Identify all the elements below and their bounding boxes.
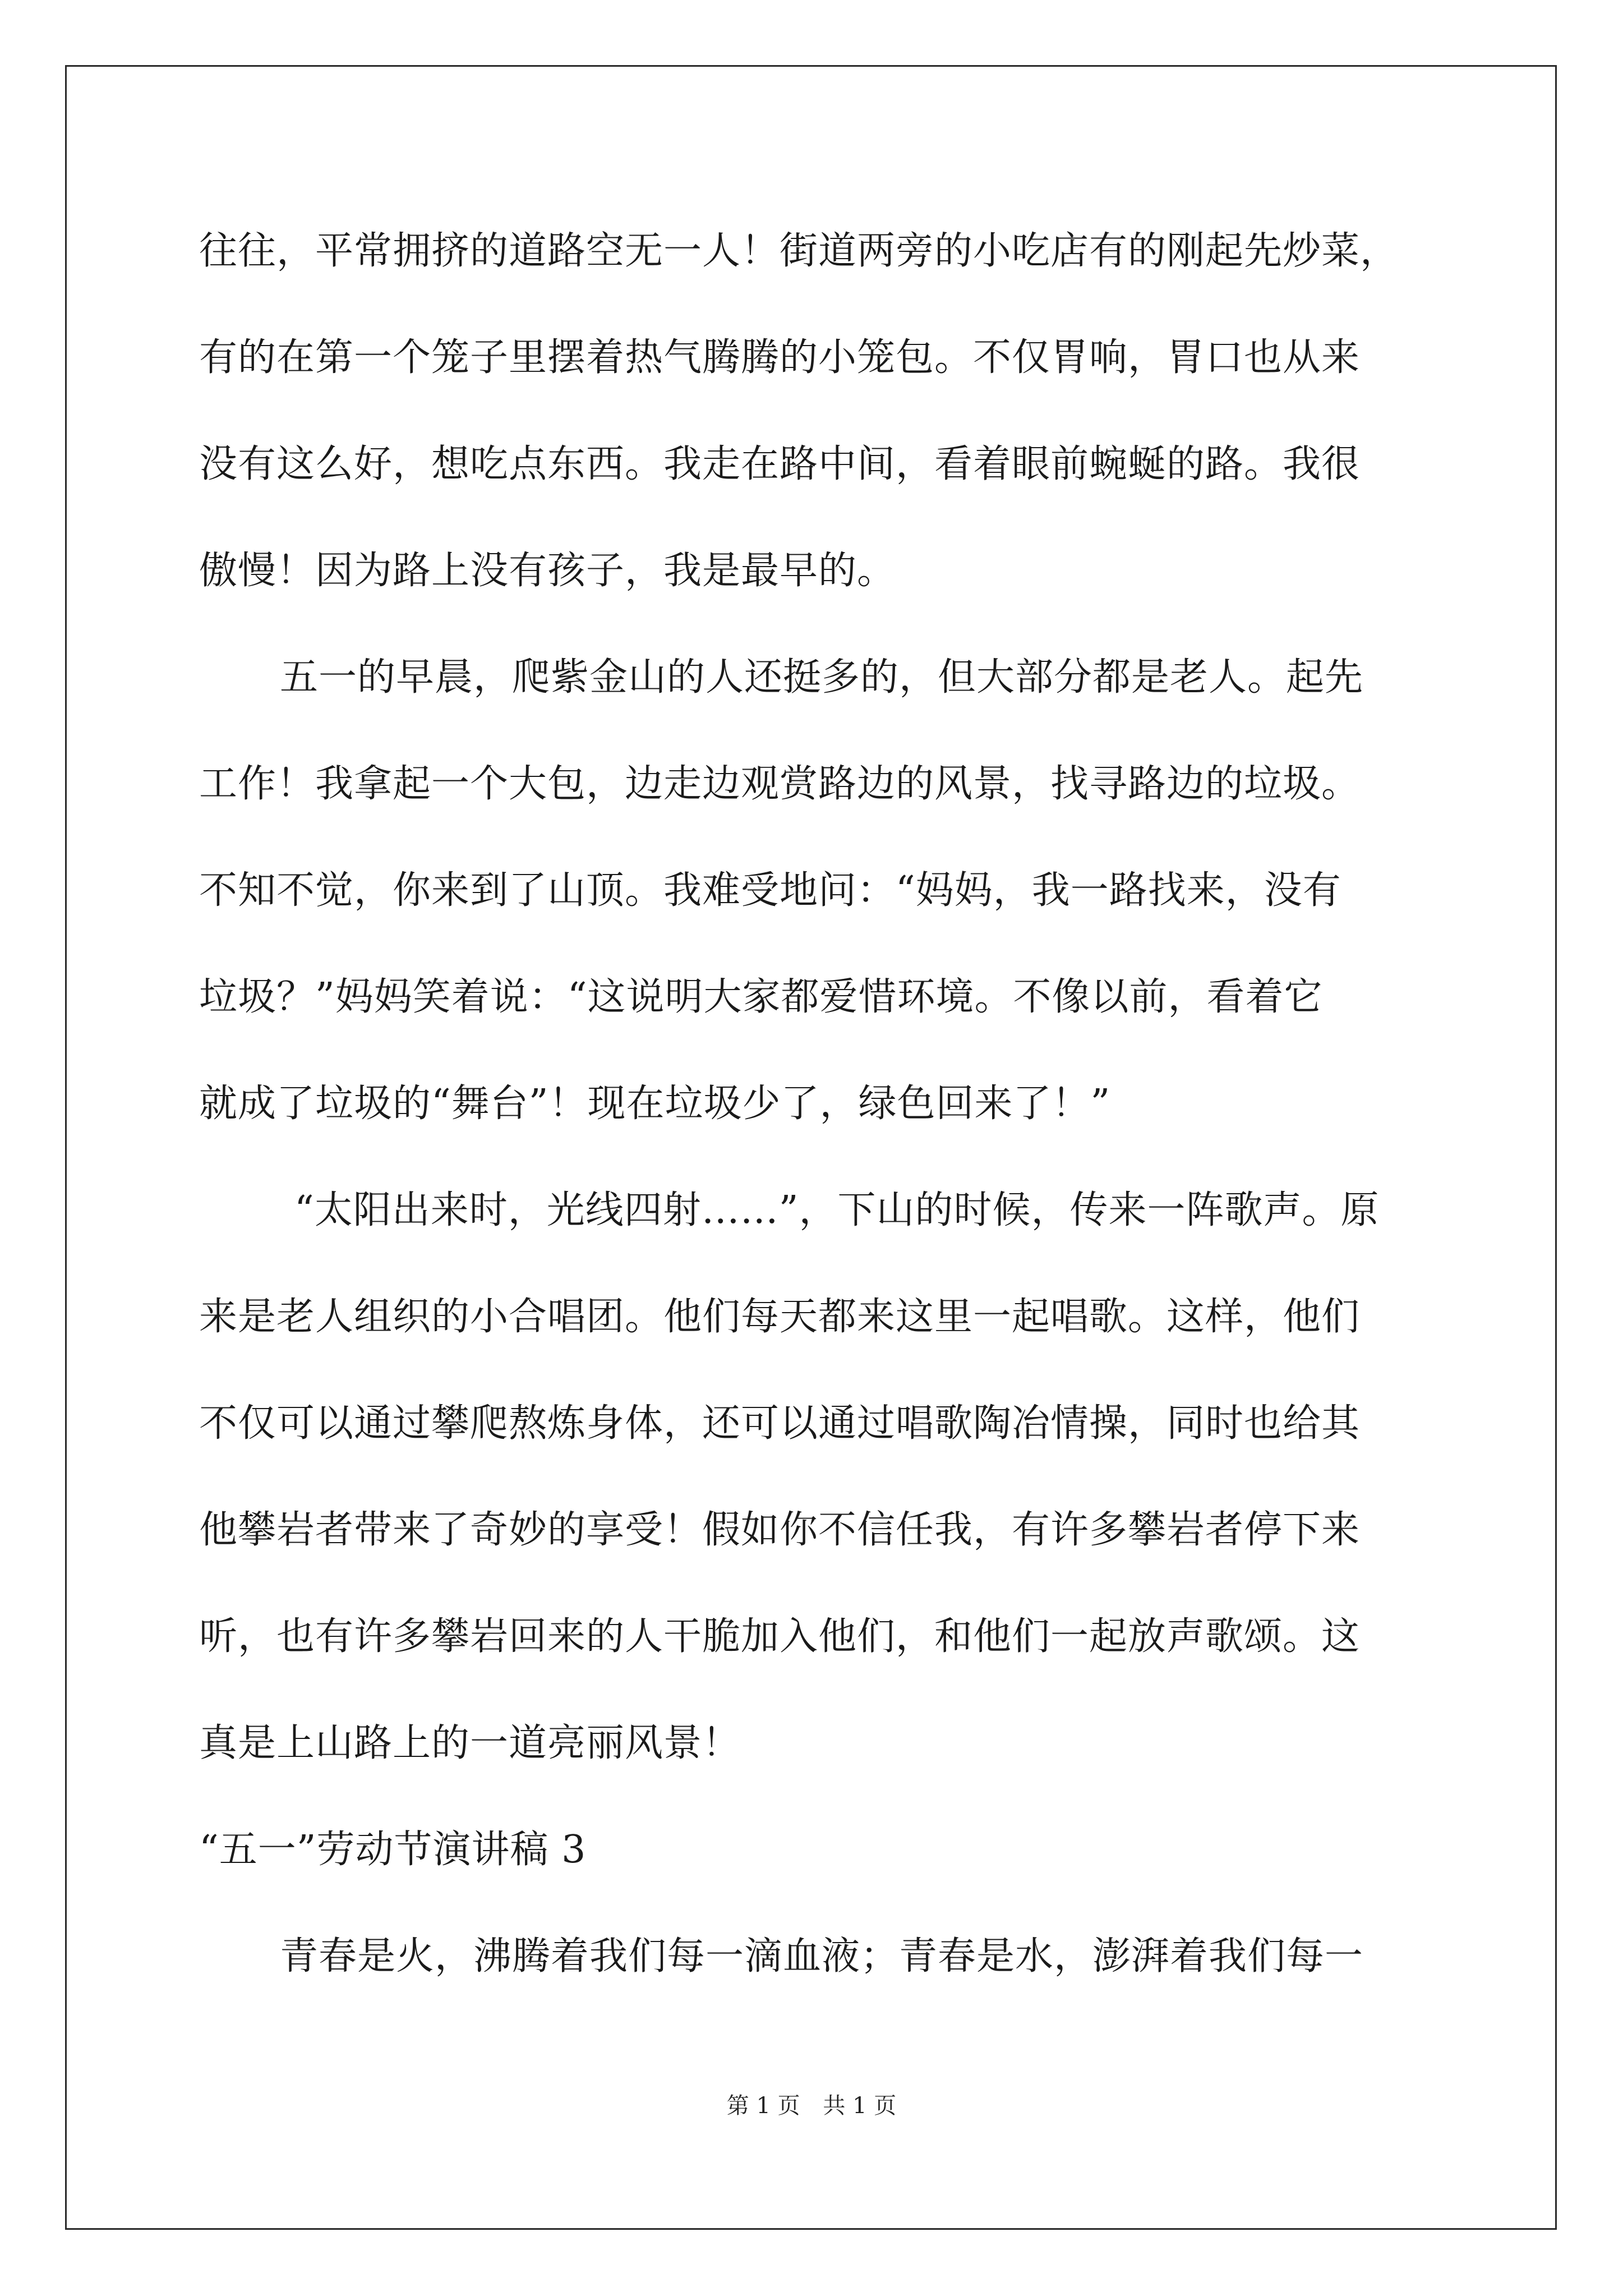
page-number-current: 第 1 页 [726,2093,800,2119]
paragraph-2-line-1: 五一的早晨，爬紫金山的人还挺多的，但大部分都是老人。起先 [280,655,1364,700]
paragraph-3-line-3: 不仅可以通过攀爬熬炼身体，还可以通过唱歌陶冶情操，同时也给其 [199,1401,1361,1446]
paragraph-3-line-4: 他攀岩者带来了奇妙的享受！假如你不信任我，有许多攀岩者停下来 [199,1508,1361,1552]
paragraph-3-line-6: 真是上山路上的一道亮丽风景！ [199,1721,741,1765]
page-footer [0,2088,1623,2120]
paragraph-3-line-5: 听，也有许多攀岩回来的人干脆加入他们，和他们一起放声歌颂。这 [199,1614,1361,1659]
paragraph-2-line-2: 工作！我拿起一个大包，边走边观赏路边的风景，找寻路边的垃圾。 [199,762,1361,806]
document-body [199,213,1424,2025]
paragraph-2-line-5: 就成了垃圾的“舞台”！现在垃圾少了，绿色回来了！” [199,1082,1111,1126]
page-number-total: 共 1 页 [823,2093,897,2119]
paragraph-3-line-2: 来是老人组织的小合唱团。他们每天都来这里一起唱歌。这样，他们 [199,1295,1361,1339]
paragraph-3-line-1: “太阳出来时，光线四射……”，下山的时候，传来一阵歌声。原 [294,1188,1380,1232]
section-heading: “五一”劳动节演讲稿 3 [199,1828,587,1872]
paragraph-1-line-3: 没有这么好，想吃点东西。我走在路中间，看着眼前蜿蜒的路。我很 [199,442,1361,486]
paragraph-1-line-4: 傲慢！因为路上没有孩子，我是最早的。 [199,549,896,593]
paragraph-1-line-1: 往往，平常拥挤的道路空无一人！街道两旁的小吃店有的刚起先炒菜， [199,229,1399,273]
paragraph-4-line-1: 青春是火，沸腾着我们每一滴血液；青春是水，澎湃着我们每一 [280,1934,1364,1978]
paragraph-2-line-4: 垃圾？”妈妈笑着说：“这说明大家都爱惜环境。不像以前，看着它 [199,975,1323,1019]
paragraph-2-line-3: 不知不觉，你来到了山顶。我难受地问：“妈妈，我一路找来，没有 [199,868,1341,913]
paragraph-1-line-2: 有的在第一个笼子里摆着热气腾腾的小笼包。不仅胃响，胃口也从来 [199,335,1361,380]
